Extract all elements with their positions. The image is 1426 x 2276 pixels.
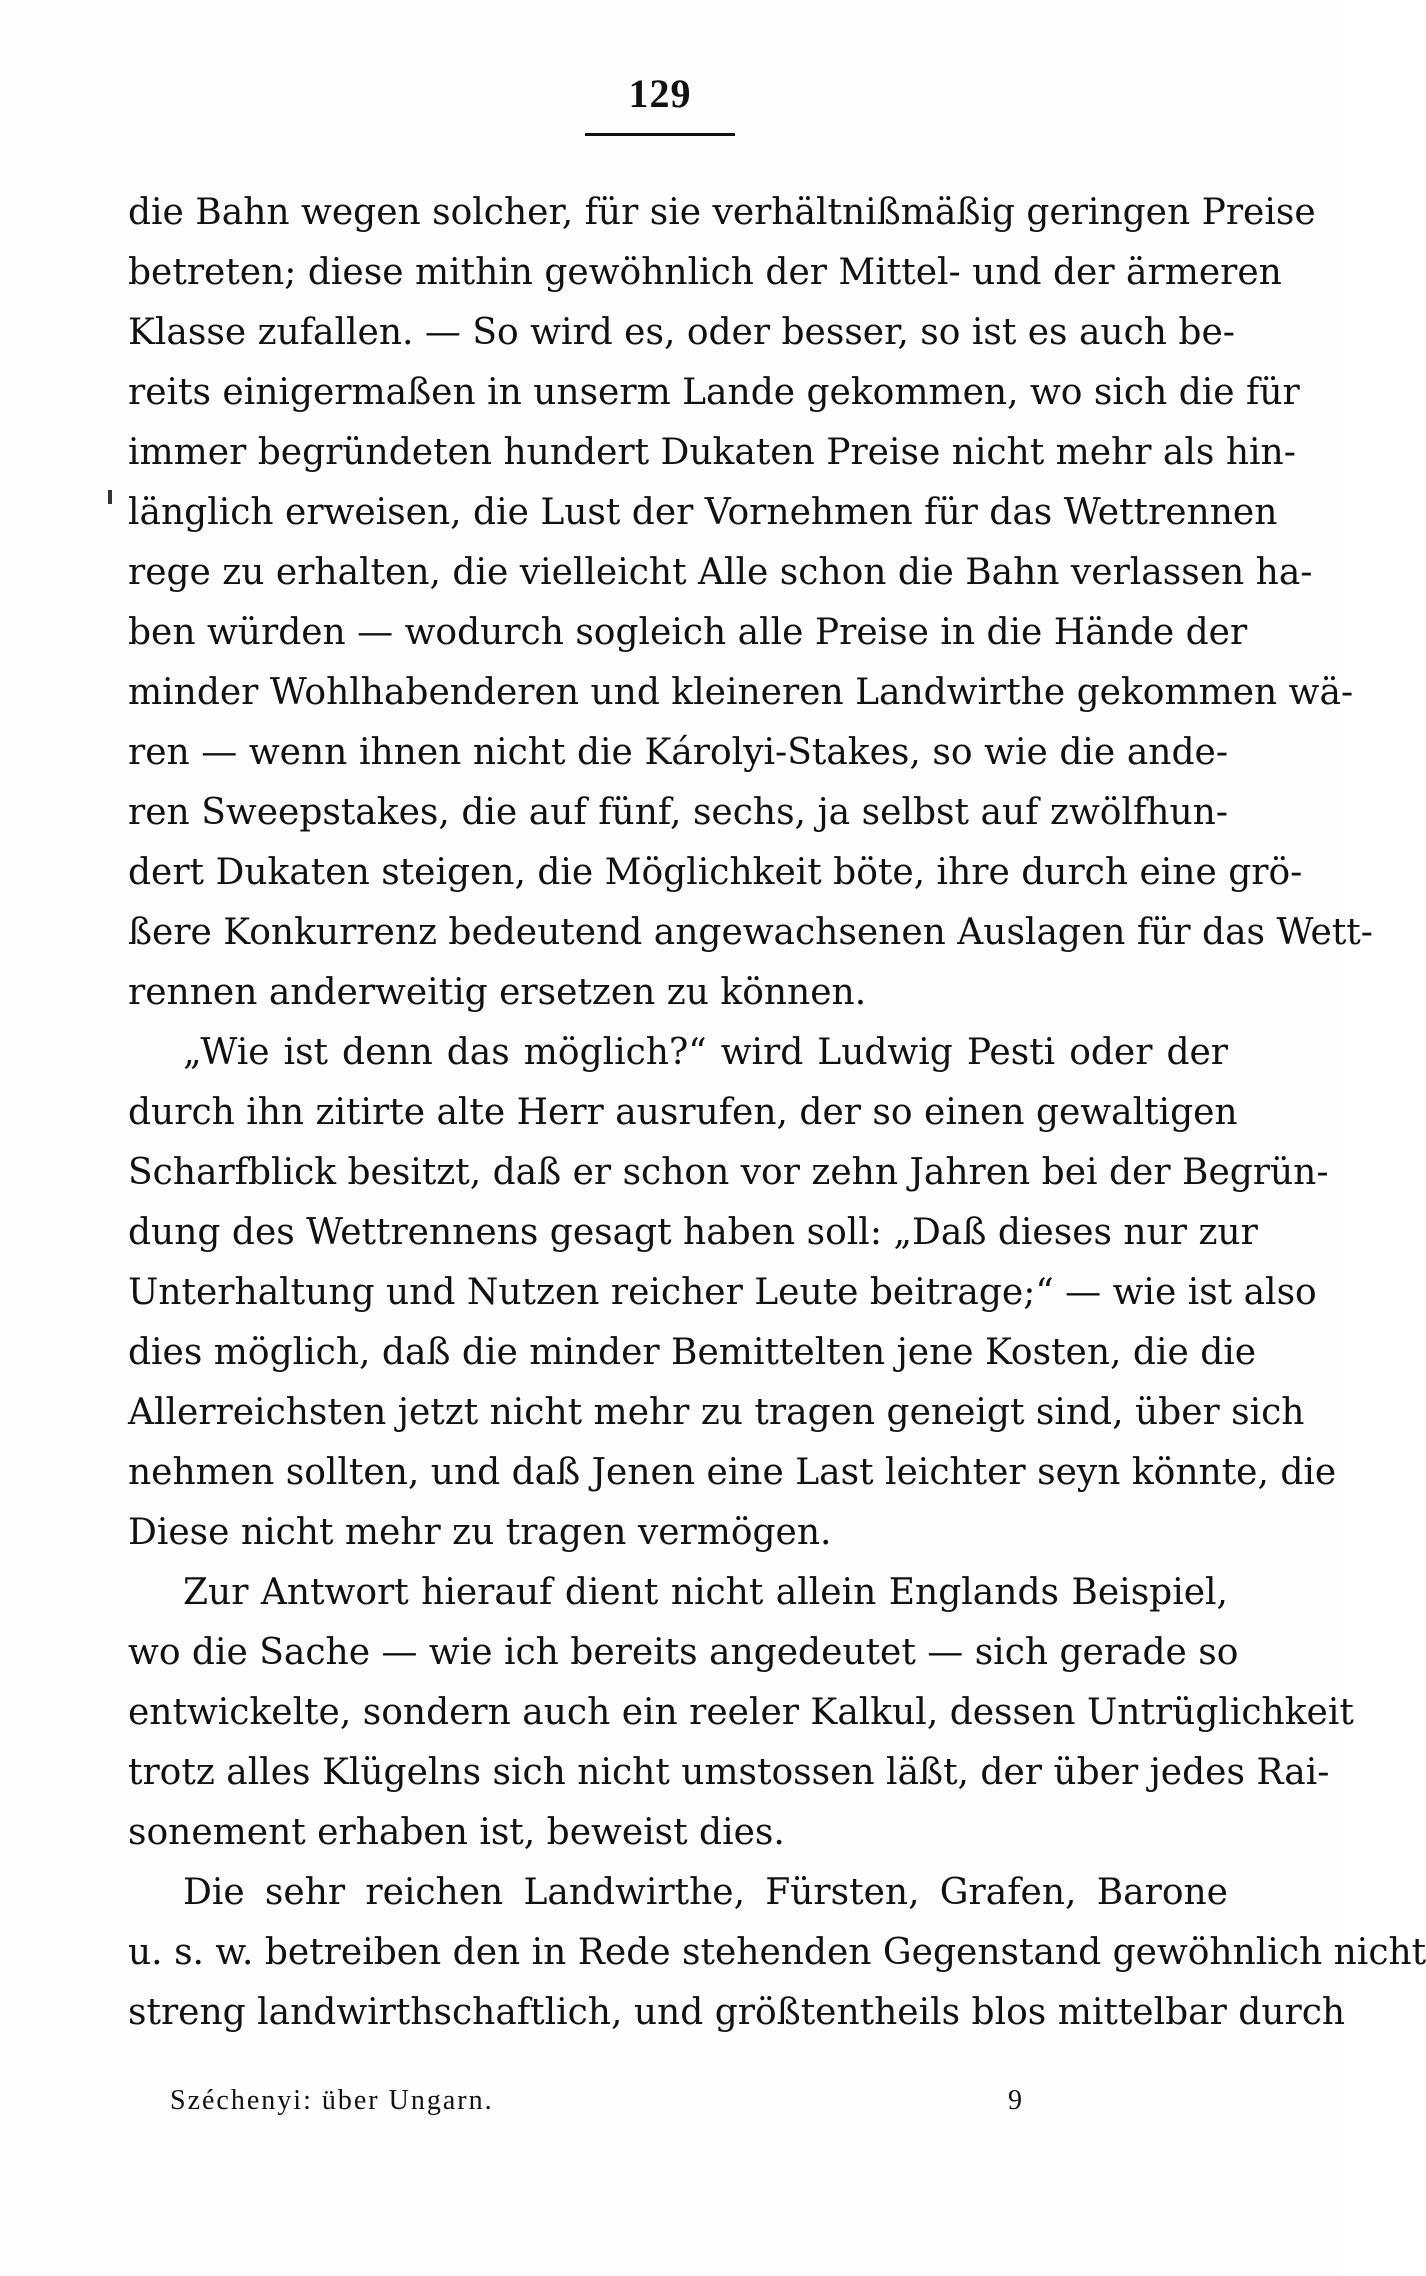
text-line: trotz alles Klügelns sich nicht umstossen läßt, der über jedes Rai-	[128, 1752, 1330, 1793]
text-line: wo die Sache — wie ich bereits angedeutet — sich gerade so	[128, 1632, 1239, 1673]
text-line: dung des Wettrennens gesagt haben soll: „Daß dieses nur zur	[128, 1212, 1258, 1253]
footer-signature: Széchenyi: über Ungarn.	[170, 2085, 494, 2116]
text-line: Scharfblick besitzt, daß er schon vor zehn Jahren bei der Begrün-	[128, 1152, 1329, 1193]
text-line: streng landwirthschaftlich, und größtentheils blos mittelbar durch	[128, 1992, 1346, 2033]
body-text	[128, 183, 1426, 2043]
text-line: ren — wenn ihnen nicht die Károlyi-Stakes, so wie die ande-	[128, 732, 1228, 773]
text-line: ben würden — wodurch sogleich alle Preise in die Hände der	[128, 612, 1248, 653]
text-line: Klasse zufallen. — So wird es, oder besser, so ist es auch be-	[128, 312, 1235, 353]
paragraph-2	[128, 1023, 1337, 1563]
text-line: die Bahn wegen solcher, für sie verhältnißmäßig geringen Preise	[128, 192, 1316, 233]
margin-mark	[108, 490, 112, 504]
text-line: länglich erweisen, die Lust der Vornehmen für das Wettrennen	[128, 492, 1278, 533]
paragraph-3	[128, 1563, 1354, 1863]
text-line: Zur Antwort hierauf dient nicht allein Englands Beispiel,	[183, 1572, 1228, 1613]
text-line: Unterhaltung und Nutzen reicher Leute beitrage;“ — wie ist also	[128, 1272, 1317, 1313]
text-line: dies möglich, daß die minder Bemittelten jene Kosten, die die	[128, 1332, 1257, 1373]
text-line: rennen anderweitig ersetzen zu können.	[128, 972, 867, 1013]
text-line: u. s. w. betreiben den in Rede stehenden Gegenstand gewöhnlich nicht	[128, 1932, 1426, 1973]
paragraph-4	[128, 1863, 1426, 2043]
paragraph-1	[128, 183, 1373, 1023]
text-line: reits einigermaßen in unserm Lande gekommen, wo sich die für	[128, 372, 1300, 413]
text-line: betreten; diese mithin gewöhnlich der Mittel- und der ärmeren	[128, 252, 1282, 293]
text-line: Diese nicht mehr zu tragen vermögen.	[128, 1512, 832, 1553]
text-line: rege zu erhalten, die vielleicht Alle schon die Bahn verlassen ha-	[128, 552, 1313, 593]
text-line: Allerreichsten jetzt nicht mehr zu tragen geneigt sind, über sich	[128, 1392, 1305, 1433]
text-line: Die sehr reichen Landwirthe, Fürsten, Grafen, Barone	[183, 1872, 1228, 1913]
text-line: minder Wohlhabenderen und kleineren Landwirthe gekommen wä-	[128, 672, 1354, 713]
header-rule	[585, 133, 735, 136]
page-footer	[170, 2085, 1170, 2125]
text-line: immer begründeten hundert Dukaten Preise nicht mehr als hin-	[128, 432, 1296, 473]
text-line: ren Sweepstakes, die auf fünf, sechs, ja selbst auf zwölfhun-	[128, 792, 1228, 833]
page-number: 129	[628, 71, 692, 116]
text-line: sonement erhaben ist, beweist dies.	[128, 1812, 785, 1853]
text-line: dert Dukaten steigen, die Möglichkeit böte, ihre durch eine grö-	[128, 852, 1303, 893]
text-line: nehmen sollten, und daß Jenen eine Last leichter seyn könnte, die	[128, 1452, 1337, 1493]
text-line: ßere Konkurrenz bedeutend angewachsenen Auslagen für das Wett-	[128, 912, 1373, 953]
sheet-number: 9	[1008, 2085, 1024, 2116]
text-line: entwickelte, sondern auch ein reeler Kalkul, dessen Untrüglichkeit	[128, 1692, 1354, 1733]
text-line: durch ihn zitirte alte Herr ausrufen, der so einen gewaltigen	[128, 1092, 1238, 1133]
text-line: „Wie ist denn das möglich?“ wird Ludwig Pesti oder der	[183, 1032, 1228, 1073]
